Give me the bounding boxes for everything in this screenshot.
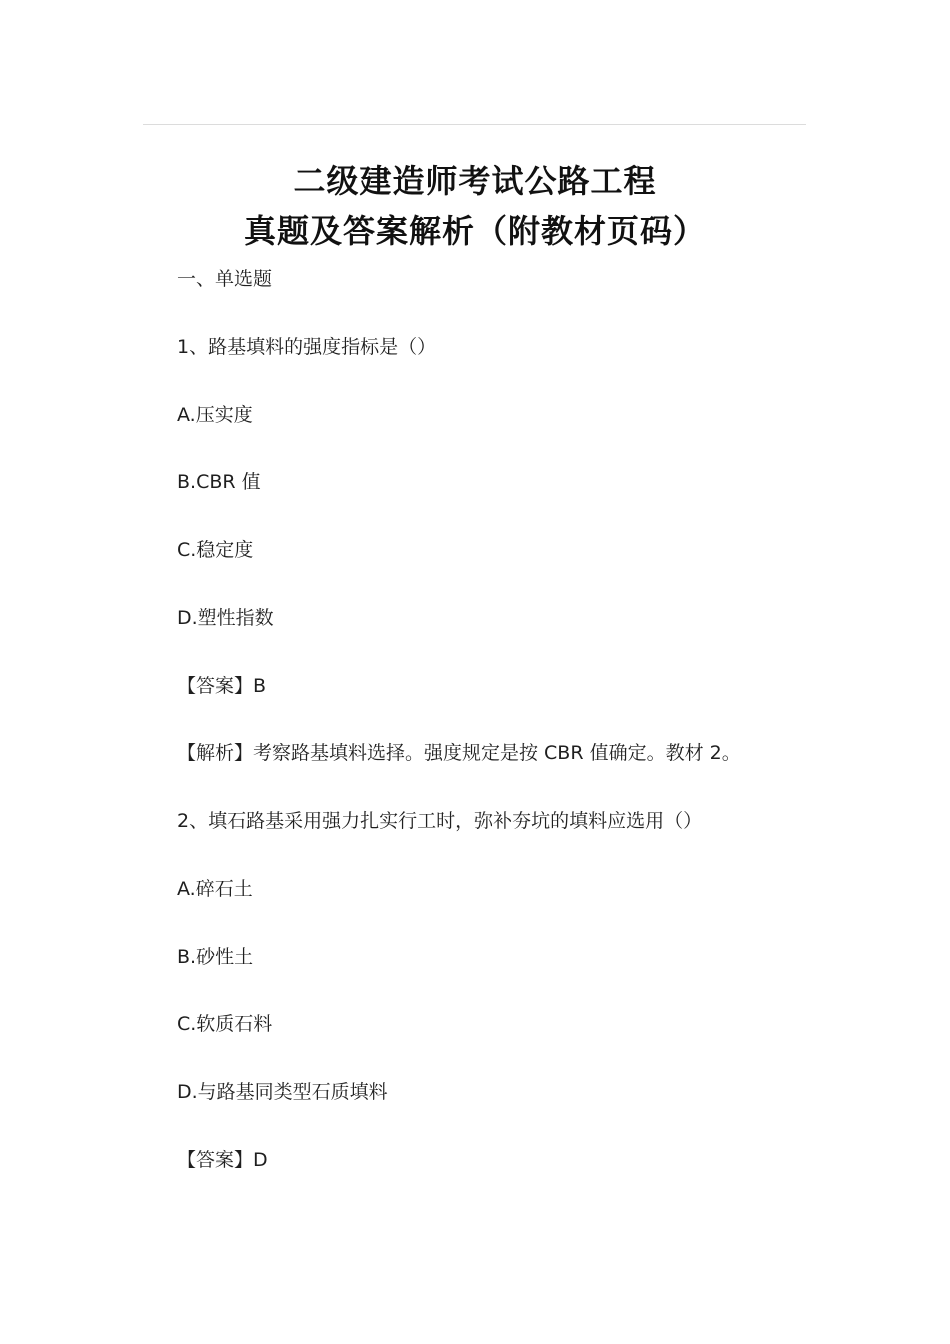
question-2-answer: 【答案】D: [177, 1149, 268, 1171]
question-1-option-a: A.压实度: [177, 404, 253, 426]
document-title-line-1: 二级建造师考试公路工程: [293, 162, 657, 200]
question-2-option-a: A.碎石土: [177, 878, 253, 900]
question-1-option-b: B.CBR 值: [177, 471, 261, 493]
question-1-stem: 1、路基填料的强度指标是（）: [177, 336, 437, 358]
question-1-option-d: D.塑性指数: [177, 607, 274, 629]
question-1-option-c: C.稳定度: [177, 539, 254, 561]
question-2-stem: 2、填石路基采用强力扎实行工时，弥补夯坑的填料应选用（）: [177, 810, 703, 832]
question-1-analysis: 【解析】考察路基填料选择。强度规定是按 CBR 值确定。教材 2。: [177, 742, 741, 764]
document-title-line-2: 真题及答案解析（附教材页码）: [243, 212, 706, 250]
header-divider: [143, 124, 806, 125]
question-2-option-c: C.软质石料: [177, 1013, 273, 1035]
section-heading: 一、单选题: [177, 268, 273, 290]
question-2-option-d: D.与路基同类型石质填料: [177, 1081, 388, 1103]
question-2-option-b: B.砂性土: [177, 946, 254, 968]
question-1-answer: 【答案】B: [177, 675, 267, 697]
